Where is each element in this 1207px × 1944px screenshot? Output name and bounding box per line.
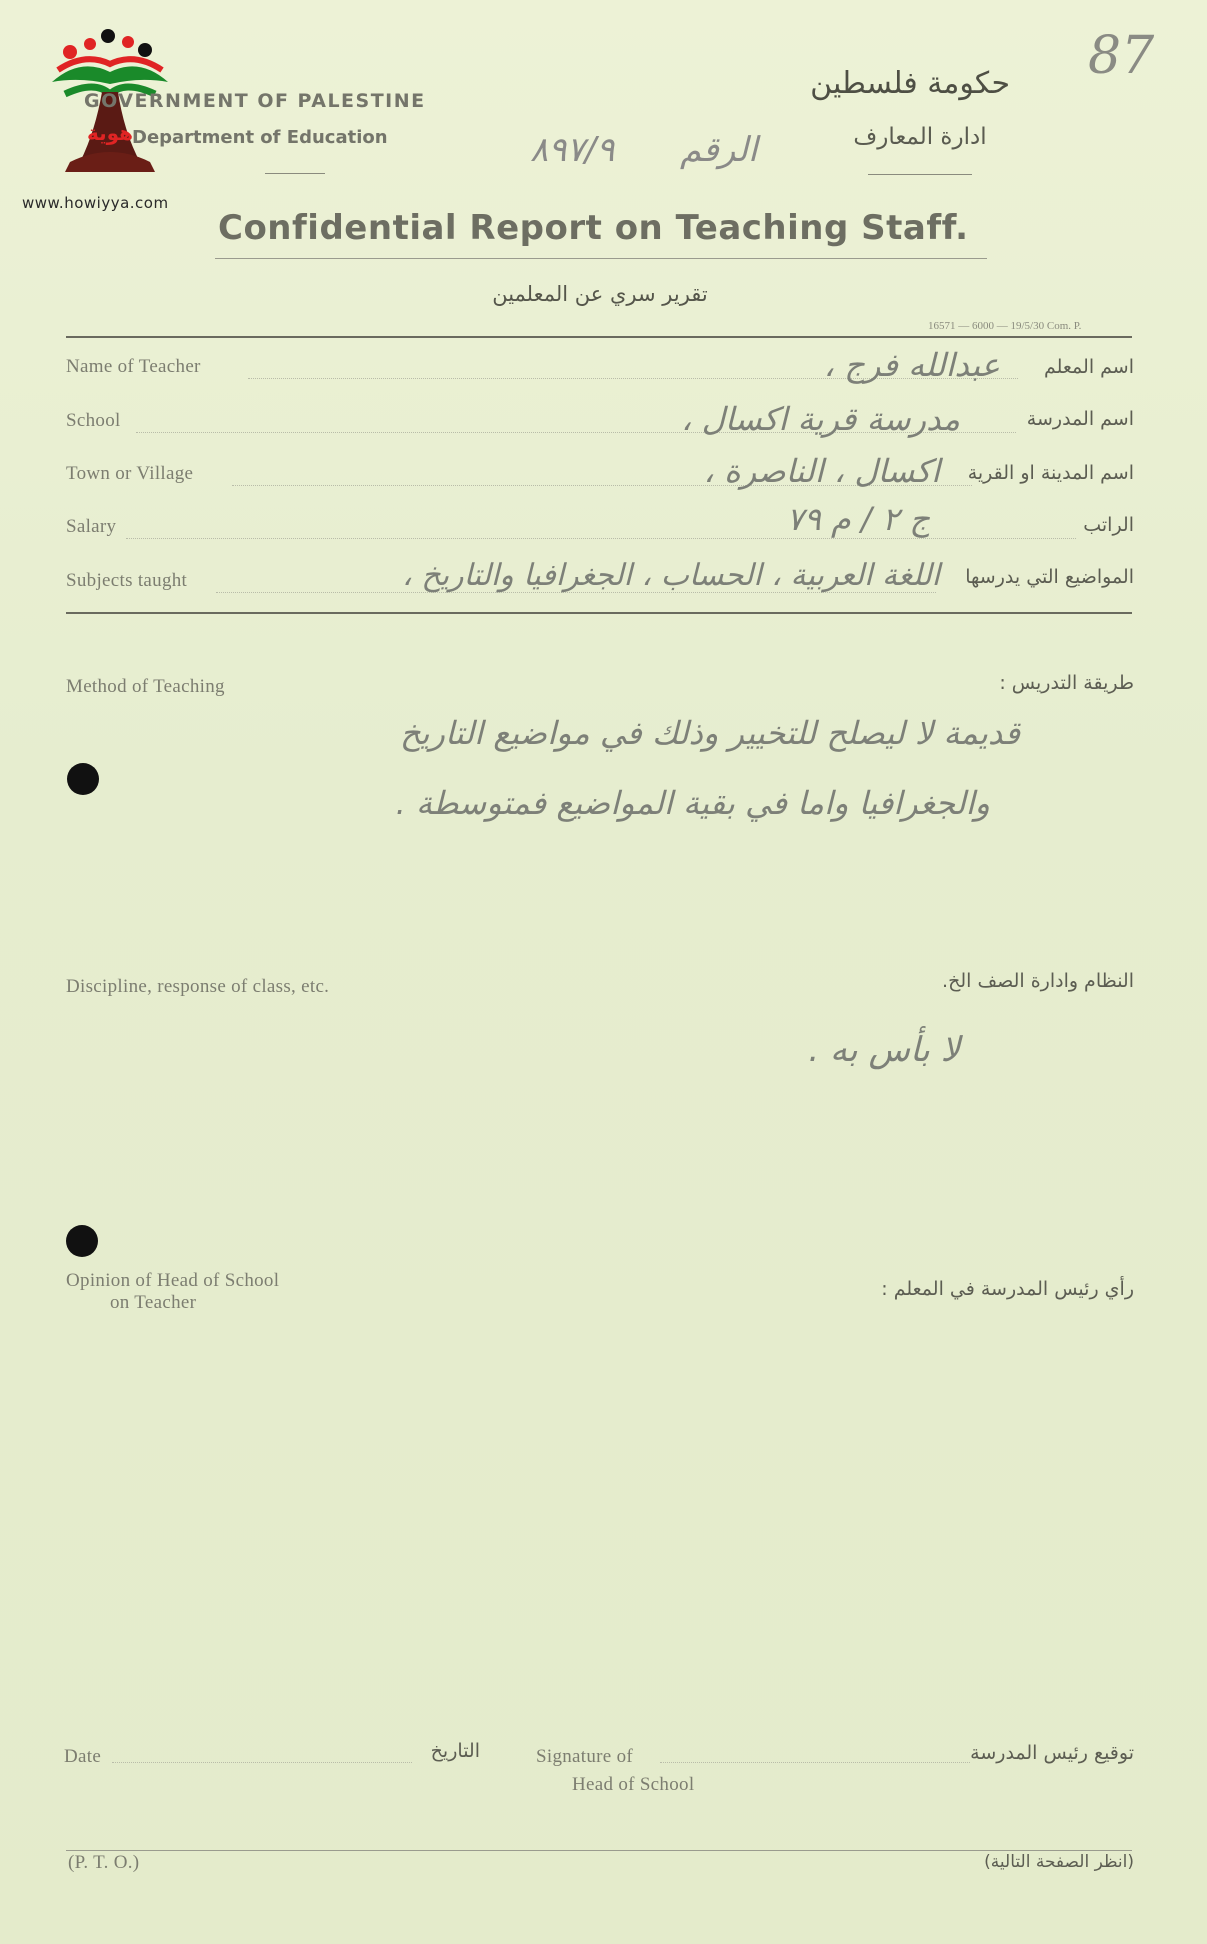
teacher-name-label: Name of Teacher bbox=[66, 356, 201, 377]
method-label-ar: طريقة التدريس : bbox=[999, 672, 1134, 694]
signature-line bbox=[660, 1762, 970, 1763]
teacher-name-value: عبدالله فرج ، bbox=[823, 346, 1000, 384]
watermark-url: www.howiyya.com bbox=[22, 194, 169, 212]
salary-label: Salary bbox=[66, 516, 117, 537]
date-line bbox=[112, 1762, 412, 1763]
gov-title-en: GOVERNMENT OF PALESTINE bbox=[84, 90, 426, 112]
opinion-label-1: Opinion of Head of School bbox=[66, 1270, 280, 1291]
footer-rule bbox=[66, 1850, 1132, 1851]
print-code: 16571 — 6000 — 19/5/30 Com. P. bbox=[928, 320, 1082, 332]
page-number: 87 bbox=[1088, 26, 1155, 86]
town-value: اكسال ، الناصرة ، bbox=[703, 452, 940, 490]
town-label: Town or Village bbox=[66, 463, 194, 484]
reference-label: الرقم bbox=[680, 130, 758, 170]
gov-title-ar: حكومة فلسطين bbox=[810, 66, 1010, 101]
method-line-2: والجغرافيا واما في بقية المواضيع فمتوسطة . bbox=[395, 784, 990, 822]
salary-line bbox=[126, 538, 1076, 539]
signature-label-2: Head of School bbox=[572, 1774, 695, 1795]
header-rule bbox=[66, 336, 1132, 338]
punch-hole-lower bbox=[66, 1225, 98, 1257]
subjects-label-ar: المواضيع التي يدرسها bbox=[965, 566, 1134, 588]
date-label: Date bbox=[64, 1746, 102, 1767]
fields-rule bbox=[66, 612, 1132, 614]
subjects-label: Subjects taught bbox=[66, 570, 188, 591]
date-label-ar: التاريخ bbox=[430, 1740, 480, 1762]
opinion-label-ar: رأي رئيس المدرسة في المعلم : bbox=[881, 1278, 1134, 1300]
salary-label-ar: الراتب bbox=[1083, 514, 1134, 536]
school-label-ar: اسم المدرسة bbox=[1026, 408, 1134, 430]
school-value: مدرسة قرية اكسال ، bbox=[681, 400, 960, 438]
ornament-rule-right bbox=[868, 174, 972, 175]
dept-title-ar: ادارة المعارف bbox=[853, 124, 987, 150]
dept-title-en: Department of Education bbox=[132, 127, 388, 148]
ornament-rule-left bbox=[265, 173, 325, 174]
title-underline bbox=[215, 258, 987, 259]
method-line-1: قديمة لا ليصلح للتخيير وذلك في مواضيع التاريخ bbox=[399, 714, 1020, 752]
teacher-name-label-ar: اسم المعلم bbox=[1043, 356, 1134, 378]
discipline-label: Discipline, response of class, etc. bbox=[66, 976, 330, 997]
svg-text:هوية: هوية bbox=[86, 121, 134, 145]
report-title: Confidential Report on Teaching Staff. bbox=[218, 208, 969, 248]
discipline-value: لا بأس به . bbox=[808, 1030, 960, 1070]
pto-label: (P. T. O.) bbox=[68, 1852, 140, 1873]
signature-label-ar: توقيع رئيس المدرسة bbox=[970, 1742, 1134, 1764]
signature-label-1: Signature of bbox=[536, 1746, 633, 1767]
school-label: School bbox=[66, 410, 121, 431]
town-label-ar: اسم المدينة او القرية bbox=[967, 462, 1134, 484]
opinion-label-2: on Teacher bbox=[110, 1292, 197, 1313]
report-title-ar: تقرير سري عن المعلمين bbox=[492, 282, 708, 306]
subjects-value: اللغة العربية ، الحساب ، الجغرافيا والتاريخ ، bbox=[402, 558, 940, 593]
discipline-label-ar: النظام وادارة الصف الخ. bbox=[942, 970, 1134, 992]
reference-number: ٨٩٧/٩ bbox=[530, 130, 615, 170]
pto-label-ar: (انظر الصفحة التالية) bbox=[984, 1852, 1134, 1872]
method-label: Method of Teaching bbox=[66, 676, 225, 697]
salary-value: ج ٢ / م ٧٩ bbox=[786, 500, 930, 538]
punch-hole-upper bbox=[67, 763, 99, 795]
